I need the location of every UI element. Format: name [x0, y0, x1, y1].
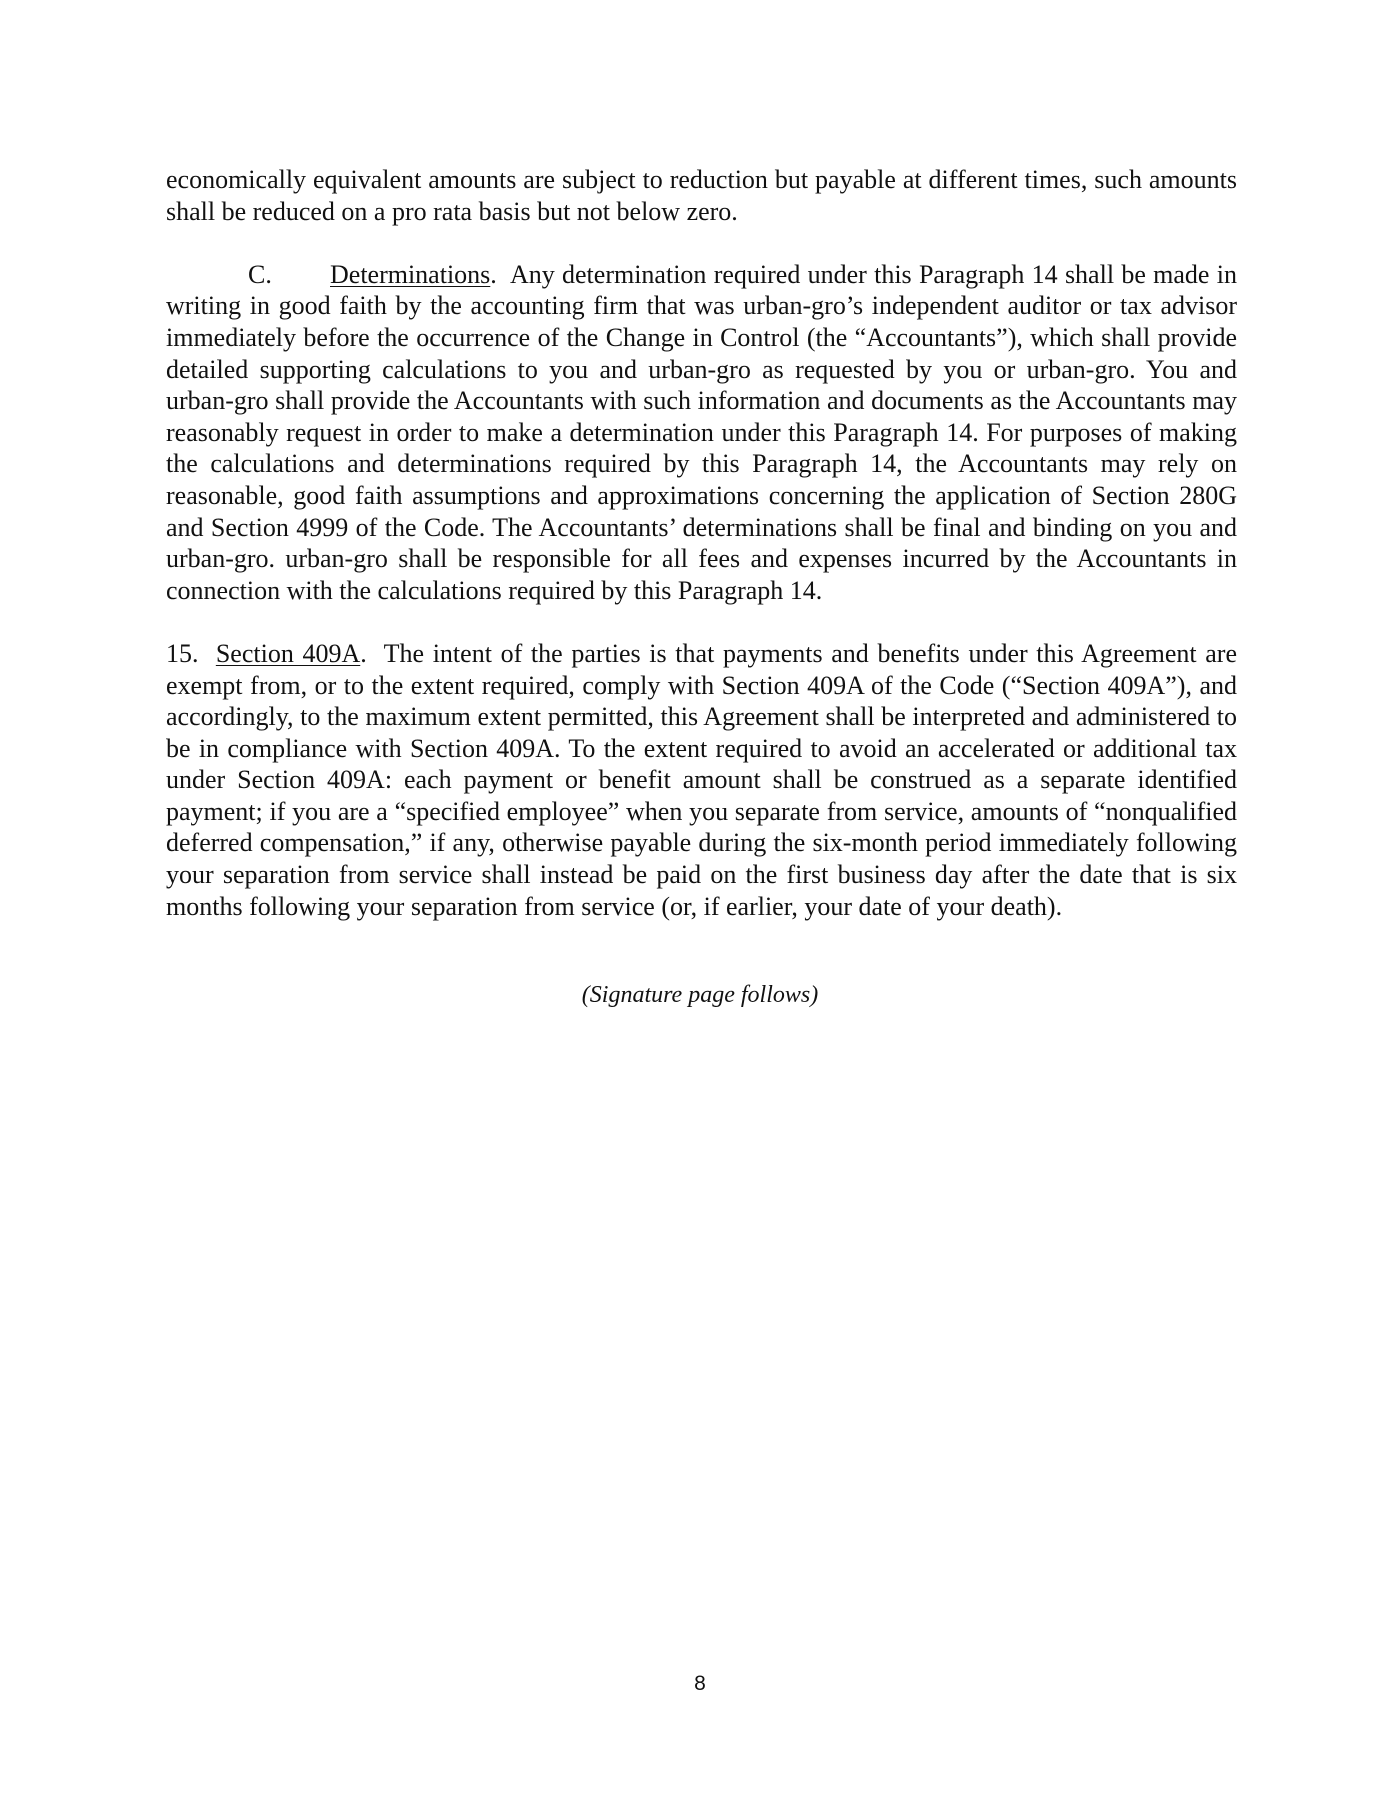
subsection-c-letter: C. [248, 259, 272, 289]
section-15-paragraph [166, 638, 1237, 922]
section-15-number: 15. [166, 638, 199, 668]
subsection-c-paragraph [166, 259, 1237, 607]
subsection-c-heading: Determinations [330, 259, 491, 289]
signature-page-note: (Signature page follows) [581, 982, 819, 1008]
section-15-heading-punct: . [360, 638, 367, 668]
subsection-c-heading-punct: . [490, 259, 497, 289]
page-number: 8 [694, 1672, 706, 1695]
document-body [166, 164, 1237, 954]
subsection-c-text: Any determination required under this Paragraph 14 shall be made in writing in good faith by the accounting firm that was urban-gro’s independent auditor or tax advisor immediately before the occurrence of the Change in Control (the “Accountants”), which shall provide detailed supporting calculations to you and urban-gro as requested by you or urban-gro. You and urban-gro shall provide the Accountants with such information and documents as the Accountants may reasonably request in order to make a determination under this Paragraph 14. For purposes of making the calculations and determinations required by this Paragraph 14, the Accountants may rely on reasonable, good faith assumptions and approximations concerning the application of Section 280G and Section 4999 of the Code. The Accountants’ determinations shall be final and binding on you and urban-gro. urban-gro shall be responsible for all fees and expenses incurred by the Accountants in connection with the calculations required by this Paragraph 14. [166, 259, 1237, 605]
section-15-heading: Section 409A [215, 638, 361, 668]
continuation-paragraph: economically equivalent amounts are subject to reduction but payable at different times, such amounts shall be reduced on a pro rata basis but not below zero. [166, 165, 1237, 226]
section-15-text: The intent of the parties is that payments and benefits under this Agreement are exempt from, or to the extent required, comply with Section 409A of the Code (“Section 409A”), and accordingly, to the maximum extent permitted, this Agreement shall be interpreted and administered to be in compliance with Section 409A. To the extent required to avoid an accelerated or additional tax under Section 409A: each payment or benefit amount shall be construed as a separate identified payment; if you are a “specified employee” when you separate from service, amounts of “nonqualified deferred compensation,” if any, otherwise payable during the six-month period immediately following your separation from service shall instead be paid on the first business day after the date that is six months following your separation from service (or, if earlier, your date of your death). [166, 638, 1238, 921]
